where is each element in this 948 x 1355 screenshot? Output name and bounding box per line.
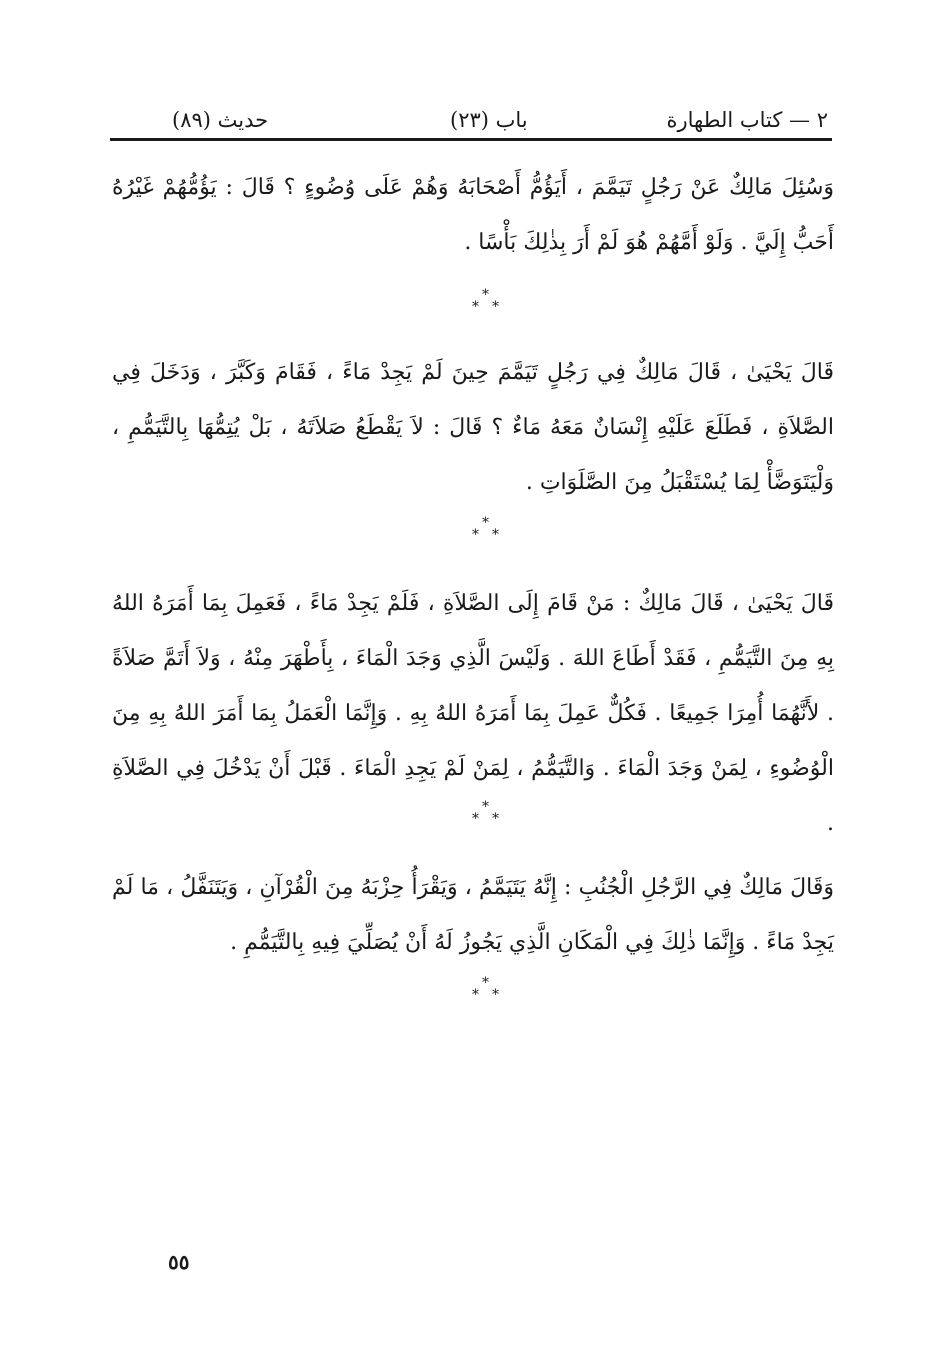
page-header: [110, 98, 828, 138]
paragraph-text: قَالَ يَحْيَىٰ ، قَالَ مَالِكٌ فِي رَجُلٍ تَيَمَّمَ حِينَ لَمْ يَجِدْ مَاءً ، فَقَامَ وَكَبَّرَ ، وَدَخَلَ فِي الصَّلاَةِ ، فَطَلَعَ عَلَيْهِ إِنْسَانٌ مَعَهُ مَاءٌ ؟ قَالَ : لاَ يَقْطَعُ صَلاَتَهُ ، بَلْ يُتِمُّهَا بِالتَّيَمُّمِ ، وَلْيَتَوَضَّأْ لِمَا يُسْتَقْبَلُ مِنَ الصَّلَوَاتِ .: [112, 360, 834, 495]
paragraph-text: قَالَ يَحْيَىٰ ، قَالَ مَالِكٌ : مَنْ قَامَ إِلَى الصَّلاَةِ ، فَلَمْ يَجِدْ مَاءً ، فَعَمِلَ بِمَا أَمَرَهُ اللهُ بِهِ مِنَ التَّيَمُّمِ ، فَقَدْ أَطَاعَ اللهَ . وَلَيْسَ الَّذِي وَجَدَ الْمَاءَ ، بِأَطْهَرَ مِنْهُ ، وَلاَ أَتَمَّ صَلاَةً . لأَنَّهُمَا أُمِرَا جَمِيعًا . فَكُلٌّ عَمِلَ بِمَا أَمَرَهُ اللهُ بِهِ . وَإِنَّمَا الْعَمَلُ بِمَا أَمَرَ اللهُ بِهِ مِنَ الْوُضُوءِ ، لِمَنْ وَجَدَ الْمَاءَ . وَالتَّيَمُّمُ ، لِمَنْ لَمْ يَجِدِ الْمَاءَ . قَبْلَ أَنْ يَدْخُلَ فِي الصَّلاَةِ .: [112, 591, 834, 836]
star-icon: *: [492, 811, 499, 827]
separator-stars-3: [468, 800, 508, 830]
star-icon: *: [472, 299, 479, 315]
section-title: (٢٣) باب: [450, 108, 528, 132]
hadith-number: (٨٩) حديث: [172, 108, 269, 132]
star-icon: *: [472, 987, 479, 1003]
separator-stars-4: [468, 976, 508, 1006]
header-rule: [110, 138, 832, 141]
star-icon: *: [482, 799, 489, 815]
star-icon: *: [492, 299, 499, 315]
page-number: ٥٥: [168, 1250, 190, 1274]
paragraph-2: [112, 345, 834, 510]
star-icon: *: [492, 527, 499, 543]
star-icon: *: [492, 987, 499, 1003]
paragraph-text: وَقَالَ مَالِكٌ فِي الرَّجُلِ الْجُنُبِ : إِنَّهُ يَتَيَمَّمُ ، وَيَقْرَأُ حِزْبَهُ مِنَ الْقُرْآنِ ، وَيَتَنَفَّلُ ، مَا لَمْ يَجِدْ مَاءً . وَإِنَّمَا ذٰلِكَ فِي الْمَكَانِ الَّذِي يَجُوزُ لَهُ أَنْ يُصَلِّيَ فِيهِ بِالتَّيَمُّمِ .: [112, 875, 834, 955]
paragraph-text: وَسُئِلَ مَالِكٌ عَنْ رَجُلٍ تَيَمَّمَ ، أَيَؤُمُّ أَصْحَابَهُ وَهُمْ عَلَى وُضُوءٍ ؟ قَالَ : يَؤُمُّهُمْ غَيْرُهُ أَحَبُّ إِلَيَّ . وَلَوْ أَمَّهُمْ هُوَ لَمْ أَرَ بِذٰلِكَ بَأْسًا .: [112, 175, 834, 255]
star-icon: *: [472, 527, 479, 543]
separator-stars-1: [468, 288, 508, 318]
star-icon: *: [482, 975, 489, 991]
chapter-title: ٢ — كتاب الطهارة: [666, 108, 828, 132]
paragraph-4: [112, 860, 834, 970]
star-icon: *: [472, 811, 479, 827]
separator-stars-2: [468, 516, 508, 546]
star-icon: *: [482, 515, 489, 531]
paragraph-1: [112, 160, 834, 270]
star-icon: *: [482, 287, 489, 303]
